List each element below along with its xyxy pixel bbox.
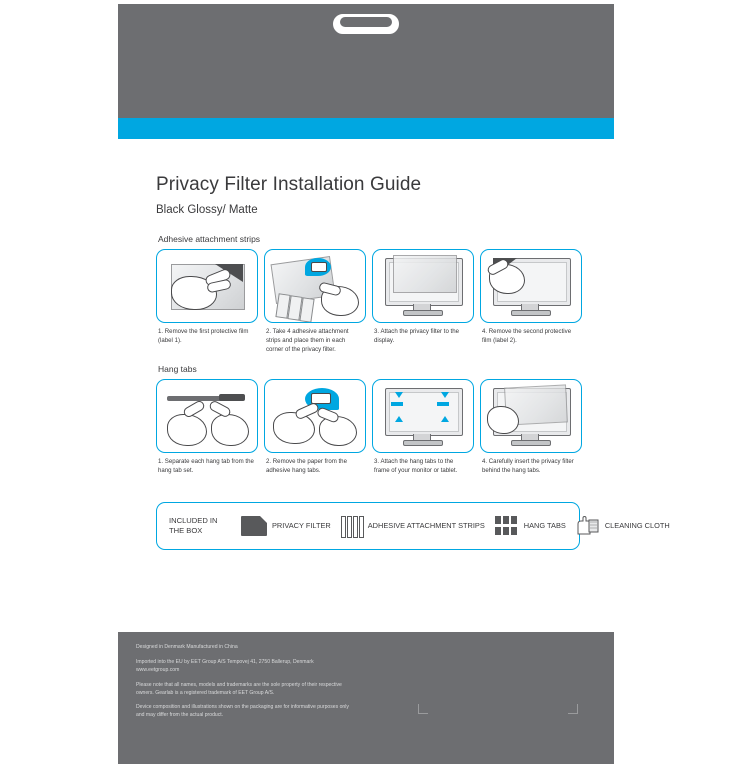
- adhesive-strips-icon: [341, 516, 363, 536]
- step-b1: [156, 379, 256, 476]
- box-item-label-cleaning-cloth: CLEANING CLOTH: [604, 521, 670, 531]
- step-a4-figure: [480, 249, 582, 323]
- step-a4: [480, 249, 580, 354]
- page-subtitle: Black Glossy/ Matte: [156, 204, 258, 216]
- step-a1-figure: [156, 249, 258, 323]
- step-a2: [264, 249, 364, 354]
- step-b2: [264, 379, 364, 476]
- step-b3-figure: [372, 379, 474, 453]
- step-a2-figure: [264, 249, 366, 323]
- steps-row-adhesive: [156, 249, 580, 354]
- step-b3: [372, 379, 472, 476]
- step-a4-caption: 4. Remove the second protective film (label 2).: [482, 328, 572, 344]
- step-b4-figure: [480, 379, 582, 453]
- step-a3-caption: 3. Attach the privacy filter to the display.: [374, 328, 460, 344]
- included-in-box-bar: [156, 502, 670, 550]
- step-a2-caption: 2. Take 4 adhesive attachment strips and place them in each corner of the privacy filter.: [266, 328, 349, 353]
- footer-line-4: Device composition and illustrations shown on the packaging are for informative purposes only and may differ from the actual product.: [136, 704, 349, 719]
- box-item-cleaning-cloth: [576, 516, 670, 536]
- footer-line-2: Imported into the EU by EET Group A/S Tempovej 41, 2750 Ballerup, Denmark www.eetgroup.com: [136, 658, 314, 673]
- step-b1-figure: [156, 379, 258, 453]
- footer-line-1: Designed in Denmark Manufactured in China: [136, 644, 238, 650]
- section-label-adhesive: Adhesive attachment strips: [158, 234, 261, 244]
- footer-legal-text: [136, 644, 356, 727]
- step-a3: [372, 249, 472, 354]
- box-item-adhesive-strips: [341, 516, 485, 536]
- step-a1: [156, 249, 256, 354]
- included-in-box-title: INCLUDED IN THE BOX: [169, 515, 218, 536]
- box-item-label-hang-tabs: HANG TABS: [523, 521, 566, 531]
- step-b2-figure: [264, 379, 366, 453]
- hang-hole-cutout: [340, 17, 392, 27]
- box-item-label-adhesive-strips: ADHESIVE ATTACHMENT STRIPS: [367, 521, 485, 531]
- privacy-filter-icon: [241, 516, 267, 536]
- brand-color-band: [118, 118, 614, 139]
- box-item-label-privacy-filter: PRIVACY FILTER: [272, 521, 331, 531]
- step-a3-figure: [372, 249, 474, 323]
- footer-line-3: Please note that all names, models and trademarks are the sole property of their respective owners. Gearlab is a registered trademark of EET Group A/S.: [136, 681, 342, 696]
- crop-mark-right: [568, 704, 578, 714]
- step-a1-caption: 1. Remove the first protective film (label 1).: [158, 328, 249, 344]
- step-b3-caption: 3. Attach the hang tabs to the frame of your monitor or tablet.: [374, 458, 458, 475]
- step-b4-caption: 4. Carefully insert the privacy filter behind the hang tabs.: [482, 458, 574, 475]
- step-b4: [480, 379, 580, 476]
- cleaning-cloth-icon: [576, 516, 600, 536]
- step-b1-caption: 1. Separate each hang tab from the hang tab set.: [158, 458, 254, 475]
- product-packaging: [118, 4, 670, 764]
- instruction-sheet: [118, 139, 670, 632]
- page-title: Privacy Filter Installation Guide: [156, 174, 422, 195]
- steps-row-hangtabs: [156, 379, 580, 476]
- hang-tabs-icon: [495, 516, 519, 536]
- step-b2-caption: 2. Remove the paper from the adhesive hang tabs.: [266, 458, 347, 475]
- crop-mark-left: [418, 704, 428, 714]
- box-item-privacy-filter: [241, 516, 331, 536]
- box-item-hang-tabs: [495, 516, 566, 536]
- section-label-hangtabs: Hang tabs: [158, 364, 197, 375]
